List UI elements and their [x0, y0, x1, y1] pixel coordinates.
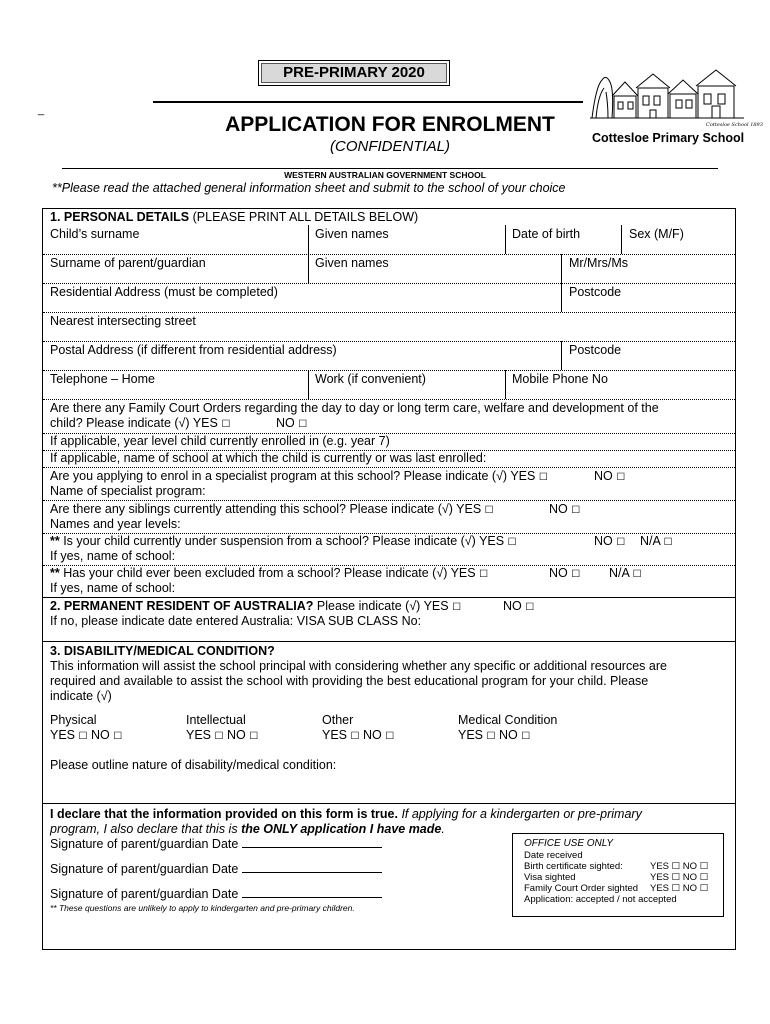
- court-orders-no-checkbox[interactable]: ☐: [298, 419, 308, 430]
- section3-text-line2: required and available to assist the school with providing the best educational program for your child. Please: [50, 674, 649, 688]
- excluded-no-label: NO: [549, 566, 568, 580]
- excluded-no-checkbox[interactable]: ☐: [571, 569, 581, 580]
- intellectual-no-checkbox[interactable]: ☐: [249, 731, 259, 742]
- date-of-birth-label: Date of birth: [512, 227, 581, 241]
- residential-address-label: Residential Address (must be completed): [50, 285, 278, 299]
- declaration-kindy-note: If applying for a kindergarten or pre-primary: [397, 807, 642, 821]
- suspension-no: [594, 534, 625, 550]
- section1-heading-line: [50, 210, 418, 225]
- form-subtitle: (CONFIDENTIAL): [330, 138, 450, 155]
- intellectual-yes-checkbox[interactable]: ☐: [214, 731, 224, 742]
- office-use-box: [512, 833, 724, 917]
- declaration-kindy-note-2: program, I also declare that this is: [50, 822, 242, 836]
- medical-yes-label: YES: [458, 728, 484, 742]
- signature-field-2[interactable]: [242, 871, 382, 873]
- court-orders-no: [276, 416, 307, 432]
- excluded-question-text: Has your child ever been excluded from a school? Please indicate (√) YES: [59, 566, 476, 580]
- condition-outline-label: Please outline nature of disability/medical condition:: [50, 758, 337, 772]
- declaration-period: .: [441, 822, 445, 836]
- signature-row-2: [50, 862, 382, 877]
- physical-no-checkbox[interactable]: ☐: [113, 731, 123, 742]
- school-name: Cottesloe Primary School: [592, 131, 745, 145]
- suspension-question-text: Is your child currently under suspension from a school? Please indicate (√) YES: [59, 534, 505, 548]
- siblings-question: [50, 502, 494, 518]
- last-school-label: If applicable, name of school at which the child is currently or was last enrolled:: [50, 451, 487, 465]
- other-options: [322, 728, 394, 744]
- excluded-footnote-marker: **: [50, 566, 60, 580]
- school-building-illustration: [588, 66, 763, 128]
- excluded-na-label: N/A: [609, 566, 630, 580]
- intellectual-no-label: NO: [226, 728, 246, 742]
- suspension-question: [50, 534, 517, 550]
- resident-no-checkbox[interactable]: ☐: [525, 602, 535, 613]
- excluded-question: [50, 566, 488, 582]
- resident-no: [503, 599, 534, 615]
- excluded-na-checkbox[interactable]: ☐: [632, 569, 642, 580]
- intersecting-street-label: Nearest intersecting street: [50, 314, 196, 328]
- postcode-label: Postcode: [569, 285, 622, 299]
- signature-field-1[interactable]: [242, 846, 382, 848]
- birth-cert-options[interactable]: YES ☐ NO ☐: [650, 861, 709, 872]
- excluded-no: [549, 566, 580, 582]
- physical-options: [50, 728, 122, 744]
- specialist-no-label: NO: [594, 469, 613, 483]
- medical-no-label: NO: [498, 728, 518, 742]
- parent-surname-label: Surname of parent/guardian: [50, 256, 206, 270]
- telephone-home-label: Telephone – Home: [50, 372, 155, 386]
- medical-yes-checkbox[interactable]: ☐: [486, 731, 496, 742]
- school-authority: WESTERN AUSTRALIAN GOVERNMENT SCHOOL: [284, 170, 486, 180]
- parent-given-names-label: Given names: [315, 256, 389, 270]
- title-label: Mr/Mrs/Ms: [569, 256, 629, 270]
- declaration-only-application: the ONLY application I have made: [241, 822, 442, 836]
- year-level-label: If applicable, year level child currently enrolled in (e.g. year 7): [50, 434, 390, 448]
- suspension-na: [640, 534, 673, 550]
- excluded-school-label: If yes, name of school:: [50, 581, 176, 595]
- form-title: APPLICATION FOR ENROLMENT: [225, 113, 555, 136]
- category-other-label: Other: [322, 713, 354, 727]
- section3-text-line3: indicate (√): [50, 689, 112, 703]
- court-orders-question-line2: [50, 416, 230, 432]
- suspension-footnote-marker: **: [50, 534, 60, 548]
- resident-no-label: NO: [503, 599, 522, 613]
- signature-label-2: Signature of parent/guardian Date: [50, 862, 239, 876]
- visa-sighted-options[interactable]: YES ☐ NO ☐: [650, 872, 709, 883]
- specialist-no-checkbox[interactable]: ☐: [616, 472, 626, 483]
- birth-cert-label: Birth certificate sighted:: [524, 861, 623, 872]
- specialist-question-text: Are you applying to enrol in a specialist program at this school? Please indicate (√) YES: [50, 469, 536, 483]
- other-no-label: NO: [362, 728, 382, 742]
- form-year-badge: [258, 60, 450, 86]
- intellectual-yes-label: YES: [186, 728, 212, 742]
- form-year-label: PRE-PRIMARY 2020: [261, 63, 447, 83]
- suspension-na-checkbox[interactable]: ☐: [663, 537, 673, 548]
- other-no-checkbox[interactable]: ☐: [385, 731, 395, 742]
- court-orders-yes-label: child? Please indicate (√) YES: [50, 416, 218, 430]
- suspension-na-label: N/A: [640, 534, 661, 548]
- signature-field-3[interactable]: [242, 896, 382, 898]
- section3-heading: 3. DISABILITY/MEDICAL CONDITION?: [50, 644, 275, 658]
- physical-yes-checkbox[interactable]: ☐: [78, 731, 88, 742]
- signature-label-1: Signature of parent/guardian Date: [50, 837, 239, 851]
- siblings-names-label: Names and year levels:: [50, 517, 181, 531]
- signature-row-1: [50, 837, 382, 852]
- mobile-phone-label: Mobile Phone No: [512, 372, 608, 386]
- intellectual-options: [186, 728, 258, 744]
- postal-address-label: Postal Address (if different from residential address): [50, 343, 337, 357]
- specialist-program-label: Name of specialist program:: [50, 484, 206, 498]
- section2-question: [50, 599, 461, 615]
- declaration-line2: [50, 822, 445, 837]
- siblings-no-label: NO: [549, 502, 568, 516]
- suspension-school-label: If yes, name of school:: [50, 549, 176, 563]
- section2-heading: 2. PERMANENT RESIDENT OF AUSTRALIA?: [50, 599, 314, 613]
- physical-yes-label: YES: [50, 728, 76, 742]
- crest-caption: Cottesloe School 1893: [706, 122, 763, 128]
- physical-no-label: NO: [90, 728, 110, 742]
- stray-dash: _: [38, 104, 45, 116]
- medical-options: [458, 728, 530, 744]
- signature-row-3: [50, 887, 382, 902]
- section2-question-text: Please indicate (√) YES: [313, 599, 449, 613]
- section1-heading-note: (PLEASE PRINT ALL DETAILS BELOW): [189, 210, 419, 224]
- suspension-no-checkbox[interactable]: ☐: [616, 537, 626, 548]
- siblings-yes-checkbox[interactable]: ☐: [484, 505, 494, 516]
- header-rule: [62, 168, 718, 169]
- declaration-statement: I declare that the information provided on this form is true.: [50, 807, 398, 821]
- other-yes-label: YES: [322, 728, 348, 742]
- footnote: ** These questions are unlikely to apply to kindergarten and pre-primary children.: [50, 903, 355, 913]
- excluded-yes-checkbox[interactable]: ☐: [479, 569, 489, 580]
- instruction-note: **Please read the attached general information sheet and submit to the school of your choice: [52, 181, 566, 195]
- visa-sighted-label: Visa sighted: [524, 872, 576, 883]
- other-yes-checkbox[interactable]: ☐: [350, 731, 360, 742]
- declaration-line1: [50, 807, 642, 822]
- resident-yes-checkbox[interactable]: ☐: [452, 602, 462, 613]
- medical-no-checkbox[interactable]: ☐: [521, 731, 531, 742]
- specialist-question: [50, 469, 548, 485]
- excluded-na: [609, 566, 642, 582]
- section3-text-line1: This information will assist the school principal with considering whether any specific or additional resources are: [50, 659, 667, 673]
- work-phone-label: Work (if convenient): [315, 372, 426, 386]
- court-orders-yes-checkbox[interactable]: ☐: [221, 419, 231, 430]
- visa-label: If no, please indicate date entered Australia: VISA SUB CLASS No:: [50, 614, 422, 628]
- signature-label-3: Signature of parent/guardian Date: [50, 887, 239, 901]
- court-orders-question: Are there any Family Court Orders regarding the day to day or long term care, welfare and development of the: [50, 401, 659, 415]
- category-intellectual-label: Intellectual: [186, 713, 246, 727]
- specialist-no: [594, 469, 625, 485]
- section1-heading: 1. PERSONAL DETAILS: [50, 210, 190, 224]
- childs-surname-label: Child’s surname: [50, 227, 140, 241]
- sex-label: Sex (M/F): [629, 227, 684, 241]
- specialist-yes-checkbox[interactable]: ☐: [538, 472, 548, 483]
- postal-postcode-label: Postcode: [569, 343, 622, 357]
- court-orders-no-label: NO: [276, 416, 295, 430]
- court-order-sighted-label: Family Court Order sighted: [524, 883, 639, 894]
- court-order-sighted-options[interactable]: YES ☐ NO ☐: [650, 883, 709, 894]
- siblings-question-text: Are there any siblings currently attending this school? Please indicate (√) YES: [50, 502, 482, 516]
- application-status: Application: accepted / not accepted: [524, 894, 677, 905]
- siblings-no: [549, 502, 580, 518]
- given-names-label: Given names: [315, 227, 389, 241]
- date-received-label: Date received: [524, 850, 583, 861]
- office-use-title: OFFICE USE ONLY: [524, 838, 614, 849]
- suspension-no-label: NO: [594, 534, 613, 548]
- suspension-yes-checkbox[interactable]: ☐: [507, 537, 517, 548]
- category-physical-label: Physical: [50, 713, 97, 727]
- siblings-no-checkbox[interactable]: ☐: [571, 505, 581, 516]
- category-medical-label: Medical Condition: [458, 713, 558, 727]
- title-rule: [153, 101, 583, 103]
